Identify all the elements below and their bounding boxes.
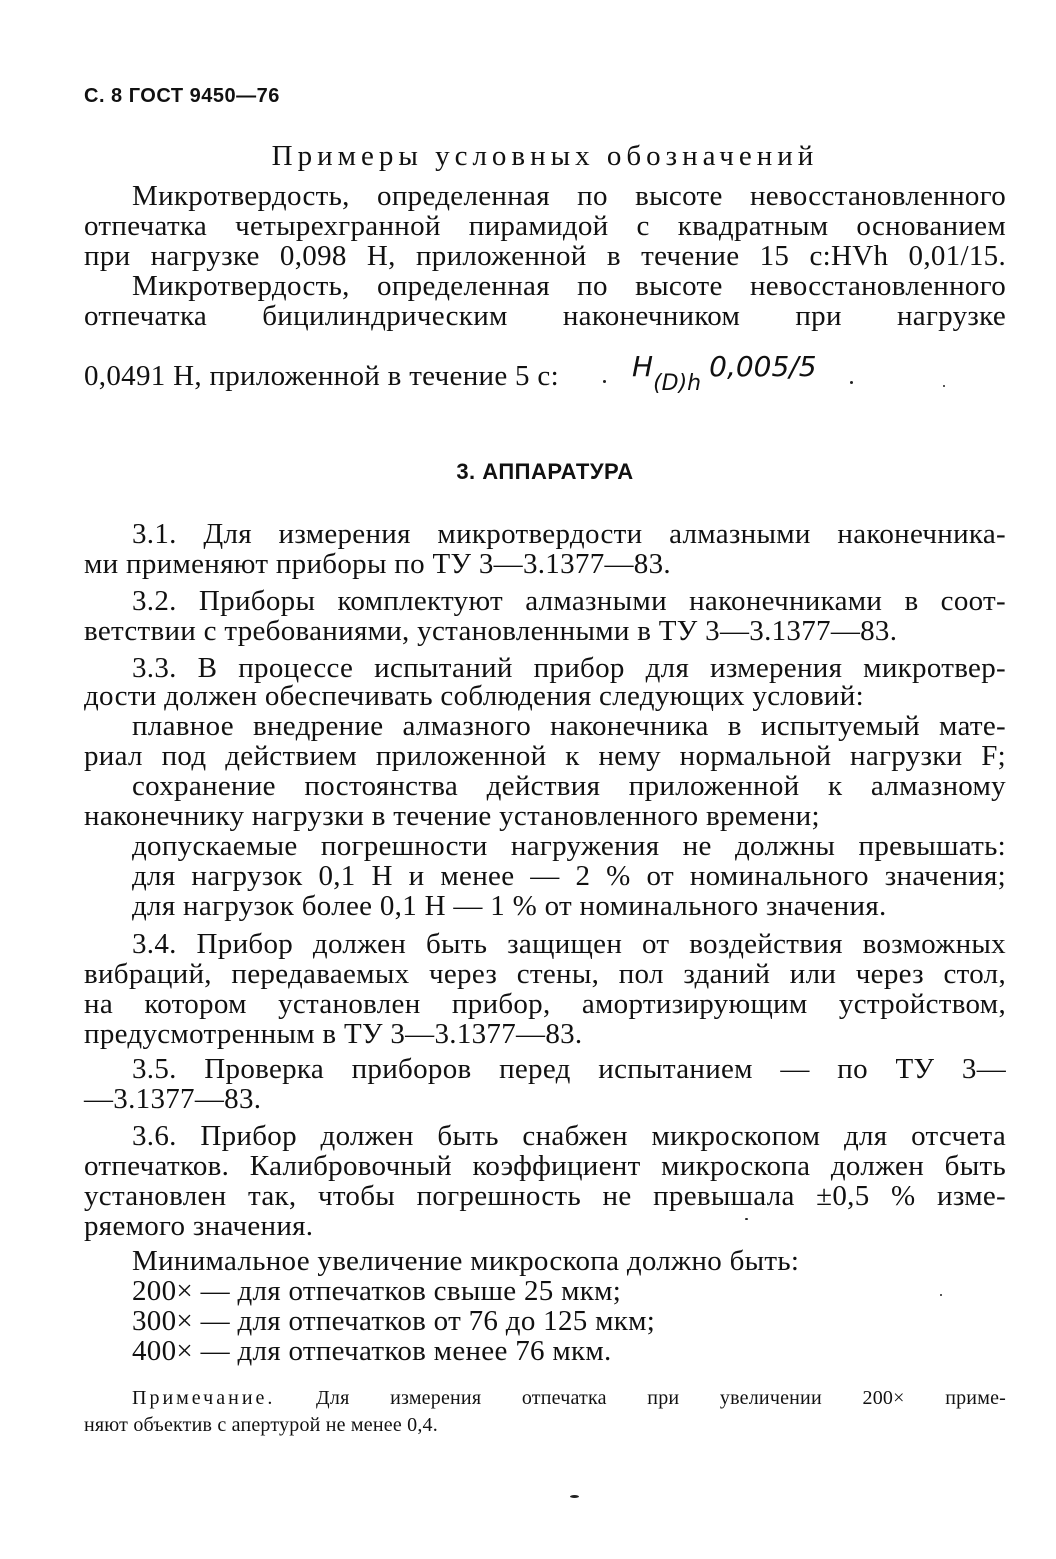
para-3-6-line1: 3.6. Прибор должен быть снабжен микроскопом для отсчета (132, 1120, 1006, 1152)
page-header: С. 8 ГОСТ 9450—76 (84, 85, 280, 107)
hardness-symbol (632, 350, 817, 400)
para-3-4-line1: 3.4. Прибор должен быть защищен от воздействия возможных (132, 928, 1006, 960)
para-3-6-line3: установлен так, чтобы погрешность не превышала ±0,5 % изме- (84, 1180, 1006, 1212)
example2-line3: 0,0491 Н, приложенной в течение 5 с: (84, 360, 559, 392)
para-3-3-line7: допускаемые погрешности нагружения не должны превышать: (132, 830, 1006, 862)
examples-title: Примеры условных обозначений (271, 140, 819, 172)
para-3-4-line4: предусмотренным в ТУ 3—3.1377—83. (84, 1018, 583, 1050)
para-3-5-line1: 3.5. Проверка приборов перед испытанием — по ТУ 3— (132, 1053, 1006, 1085)
para-3-3-line4: риал под действием приложенной к нему нормальной нагрузки F; (84, 740, 1006, 772)
note-text-1: Для измерения отпечатка при увеличении 200× приме- (316, 1387, 1007, 1409)
example1-line3: при нагрузке 0,098 Н, приложенной в течение 15 с:HVh 0,01/15. (84, 240, 1006, 272)
note-label: Примечание. (132, 1387, 276, 1409)
para-3-2-line1: 3.2. Приборы комплектуют алмазными наконечниками в соот- (132, 585, 1006, 617)
magnification-item-300: 300× — для отпечатков от 76 до 125 мкм; (132, 1305, 656, 1337)
example2-line1: Микротвердость, определенная по высоте невосстановленного (132, 270, 1006, 302)
example1-line2: отпечатка четырехгранной пирамидой с квадратным основанием (84, 210, 1006, 242)
para-3-6-line4: ряемого значения. (84, 1210, 314, 1242)
example1-line1: Микротвердость, определенная по высоте невосстановленного (132, 180, 1006, 212)
scan-speck (603, 380, 606, 383)
para-3-4-line2: вибраций, передаваемых через стены, пол зданий или через стол, (84, 958, 1006, 990)
magnification-item-200: 200× — для отпечатков свыше 25 мкм; (132, 1275, 622, 1307)
para-3-1-line1: 3.1. Для измерения микротвердости алмазными наконечника- (132, 518, 1006, 550)
scan-speck (850, 381, 853, 384)
example2-line2: отпечатка бицилиндрическим наконечником при нагрузке (84, 300, 1006, 332)
hardness-symbol-sub: (D)h (653, 371, 702, 396)
magnification-item-400: 400× — для отпечатков менее 76 мкм. (132, 1335, 612, 1367)
note-line2: няют объектив с апертурой не менее 0,4. (84, 1414, 438, 1436)
scan-speck (745, 1218, 748, 1220)
para-3-3-line8: для нагрузок 0,1 Н и менее — 2 % от номинального значения; (132, 860, 1006, 892)
para-3-3-line1: 3.3. В процессе испытаний прибор для измерения микротвер- (132, 652, 1006, 684)
hardness-symbol-value: 0,005/5 (709, 350, 817, 383)
magnification-intro: Минимальное увеличение микроскопа должно быть: (132, 1245, 800, 1277)
para-3-1-line2: ми применяют приборы по ТУ 3—3.1377—83. (84, 548, 671, 580)
section-title: 3. АППАРАТУРА (456, 459, 634, 484)
para-3-3-line2: дости должен обеспечивать соблюдения следующих условий: (84, 680, 864, 712)
para-3-3-line3: плавное внедрение алмазного наконечника в испытуемый мате- (132, 710, 1006, 742)
para-3-3-line9: для нагрузок более 0,1 Н — 1 % от номинального значения. (132, 890, 887, 922)
para-3-5-line2: —3.1377—83. (84, 1083, 262, 1115)
note-line1 (132, 1385, 1006, 1411)
para-3-3-line5: сохранение постоянства действия приложенной к алмазному (132, 770, 1006, 802)
para-3-2-line2: ветствии с требованиями, установленными в ТУ 3—3.1377—83. (84, 615, 898, 647)
para-3-6-line2: отпечатков. Калибровочный коэффициент микроскопа должен быть (84, 1150, 1006, 1182)
scan-speck (940, 1294, 942, 1296)
para-3-4-line3: на котором установлен прибор, амортизирующим устройством, (84, 988, 1006, 1020)
hardness-symbol-main: H (632, 350, 654, 383)
para-3-3-line6: наконечнику нагрузки в течение установленного времени; (84, 800, 820, 832)
scan-speck (943, 385, 945, 387)
scan-speck (570, 1495, 579, 1498)
